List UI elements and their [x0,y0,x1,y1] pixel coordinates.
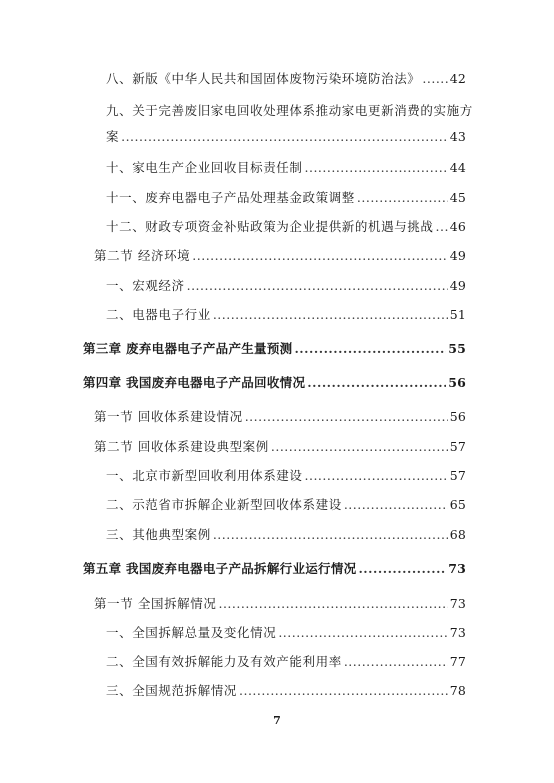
toc-leader-dots [305,160,448,176]
toc-entry-page: 65 [449,497,466,512]
toc-entry-page: 73 [448,561,466,576]
toc-leader-dots [245,409,448,425]
toc-leader-dots [121,129,448,145]
toc-entry[interactable] [106,497,466,513]
toc-entry-label: 一、宏观经济 [106,278,185,293]
toc-entry-page: 45 [449,190,466,205]
toc-entry-page: 56 [448,375,466,390]
toc-entry[interactable] [106,160,466,176]
toc-entry-label: 一、北京市新型回收利用体系建设 [106,468,303,483]
toc-entry[interactable] [106,468,466,484]
toc-entry[interactable] [106,71,466,87]
toc-leader-dots [344,654,448,670]
toc-entry-page: 56 [449,409,466,424]
toc-entry-label: 二、示范省市拆解企业新型回收体系建设 [106,497,342,512]
page-number: 7 [273,714,281,727]
toc-entry-page: 55 [448,341,466,356]
toc-entry-page: 46 [449,219,466,234]
toc-entry[interactable] [106,190,466,206]
toc-leader-dots [213,527,448,543]
toc-entry-line1[interactable]: 九、关于完善废旧家电回收处理体系推动家电更新消费的实施方 [106,103,473,118]
toc-chapter-entry[interactable] [83,375,466,391]
toc-entry-label: 案 [106,129,120,144]
toc-entry-label: 八、新版《中华人民共和国固体废物污染环境防治法》 [106,71,421,86]
toc-entry-label: 第二节 经济环境 [94,248,191,263]
toc-entry[interactable] [106,683,466,699]
toc-leader-dots [192,248,447,264]
toc-entry-label: 三、全国规范拆解情况 [106,683,238,698]
toc-entry-page: 73 [449,625,466,640]
toc-entry-label: 第二节 回收体系建设典型案例 [94,439,269,454]
toc-entry-label: 第一节 全国拆解情况 [94,596,217,611]
toc-entry-page: 68 [449,527,466,542]
toc-entry-page: 57 [449,439,466,454]
toc-entry-label: 十一、废弃电器电子产品处理基金政策调整 [106,190,355,205]
toc-entry-page: 78 [449,683,466,698]
toc-entry[interactable] [106,625,466,641]
toc-leader-dots [239,683,448,699]
toc-entry[interactable] [94,439,466,455]
toc-entry-label: 第五章 我国废弃电器电子产品拆解行业运行情况 [83,561,357,576]
toc-chapter-entry[interactable] [83,341,466,357]
toc-entry[interactable] [106,527,466,543]
toc-leader-dots [358,561,446,577]
toc-leader-dots [218,596,447,612]
toc-entry-label: 第四章 我国废弃电器电子产品回收情况 [83,375,306,390]
toc-entry-label: 第一节 回收体系建设情况 [94,409,243,424]
toc-leader-dots [294,341,446,357]
toc-entry-page: 73 [449,596,466,611]
toc-entry-label: 第三章 废弃电器电子产品产生量预测 [83,341,293,356]
toc-entry[interactable] [94,409,466,425]
toc-entry-page: 42 [449,71,466,86]
toc-leader-dots [307,375,446,391]
toc-entry-label: 二、电器电子行业 [106,307,211,322]
toc-leader-dots [357,190,448,206]
toc-leader-dots [187,278,448,294]
toc-leader-dots [422,71,447,87]
toc-entry-page: 57 [449,468,466,483]
toc-leader-dots [271,439,448,455]
toc-entry-label: 三、其他典型案例 [106,527,211,542]
toc-entry[interactable] [94,596,466,612]
toc-entry-page: 43 [449,129,466,144]
toc-entry-label: 十二、财政专项资金补贴政策为企业提供新的机遇与挑战 [106,219,434,234]
toc-entry[interactable] [106,129,466,145]
toc-leader-dots [344,497,448,513]
toc-entry-page: 51 [449,307,466,322]
toc-chapter-entry[interactable] [83,561,466,577]
toc-entry-label: 一、全国拆解总量及变化情况 [106,625,277,640]
toc-entry-page: 77 [449,654,466,669]
toc-entry[interactable] [106,219,466,235]
toc-leader-dots [436,219,448,235]
toc-entry[interactable] [106,654,466,670]
toc-entry-label: 十、家电生产企业回收目标责任制 [106,160,303,175]
toc-entry[interactable] [106,307,466,323]
toc-entry-label: 二、全国有效拆解能力及有效产能利用率 [106,654,342,669]
toc-entry-page: 49 [449,278,466,293]
toc-leader-dots [213,307,448,323]
toc-entry[interactable] [94,248,466,264]
toc-entry-page: 44 [449,160,466,175]
toc-leader-dots [305,468,448,484]
toc-entry-page: 49 [449,248,466,263]
toc-entry[interactable] [106,278,466,294]
toc-leader-dots [278,625,447,641]
